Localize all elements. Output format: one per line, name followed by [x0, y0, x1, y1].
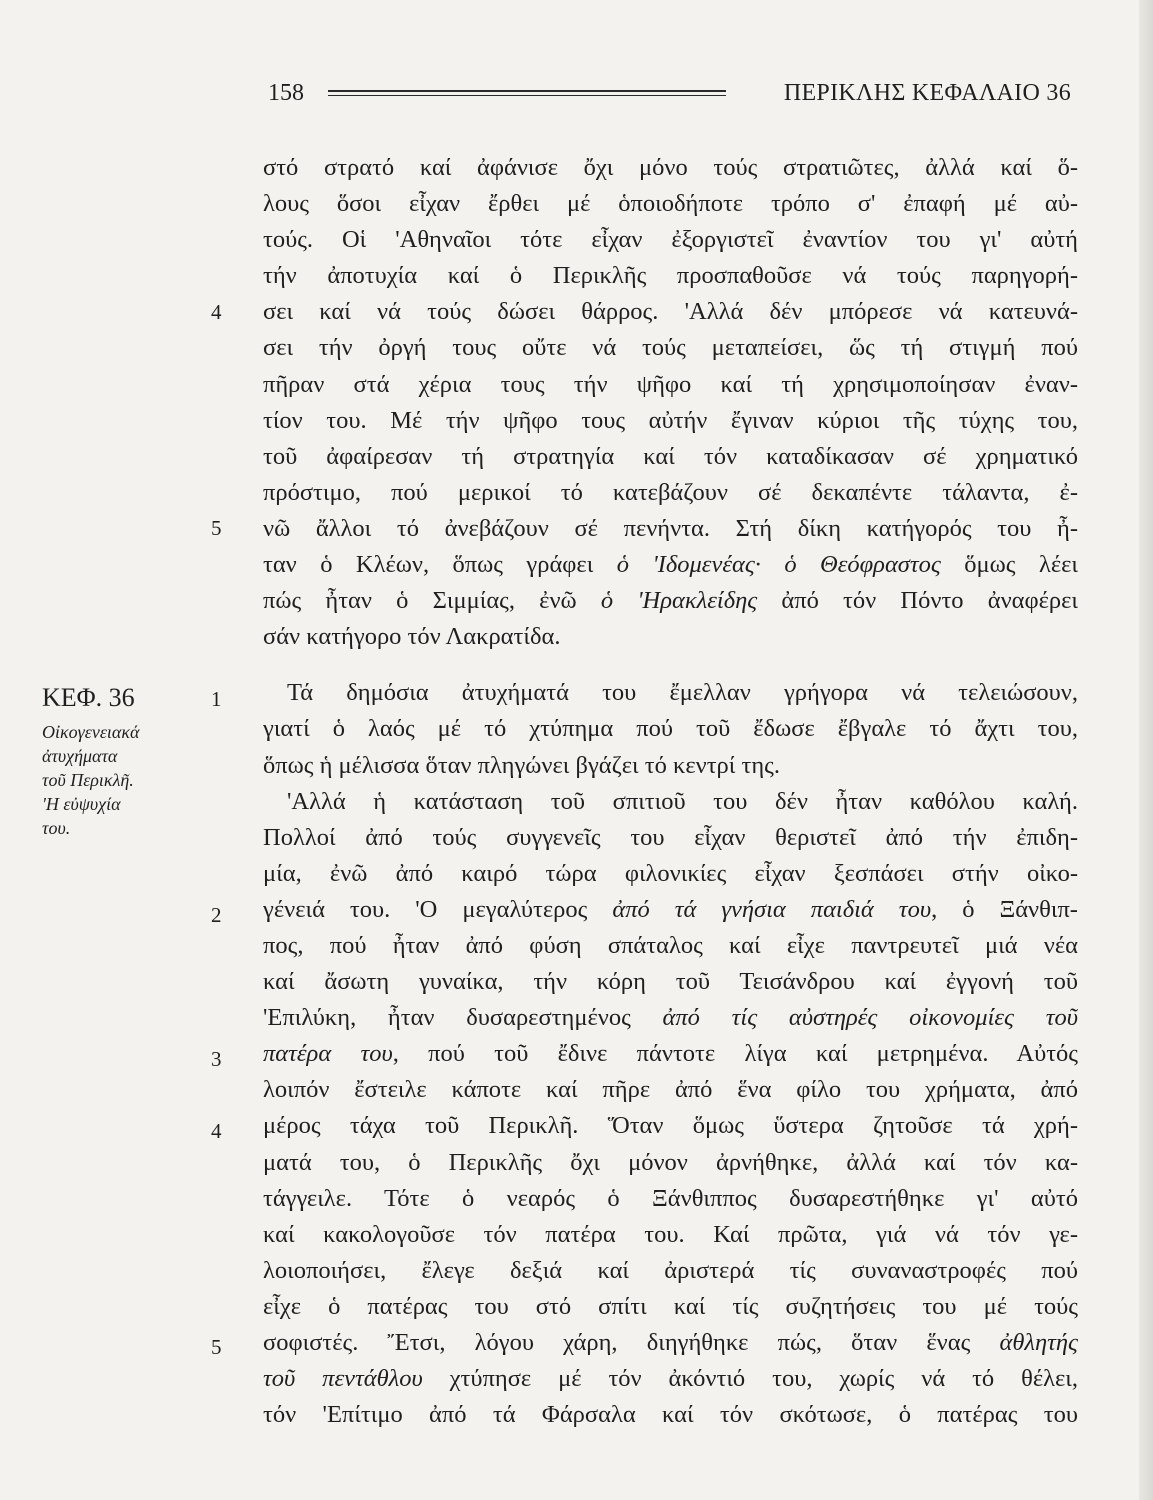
line-number: 1 [211, 687, 222, 711]
italic-citation: ὁ 'Ηρακλείδης [600, 587, 758, 615]
margin-note [42, 680, 192, 840]
text-line: καί κακολογοῦσε τόν πατέρα του. Καί πρῶτα, γιά νά τόν γε- [263, 1220, 1078, 1248]
text-line: σει καί νά τούς δώσει θάρρος. 'Αλλά δέν μπόρεσε νά κατευνά- [263, 298, 1078, 326]
page-number: 158 [268, 80, 304, 106]
text-line: λοιπόν ἔστειλε κάποτε καί πῆρε ἀπό ἕνα φίλο του χρήματα, ἀπό [263, 1076, 1078, 1104]
line-number: 5 [211, 516, 222, 540]
line-number: 5 [211, 1335, 222, 1359]
text-line: τίον του. Μέ τήν ψῆφο τους αὐτήν ἔγιναν κύριοι τῆς τύχης του, [263, 406, 1078, 434]
text-line: στό στρατό καί ἀφάνισε ὄχι μόνο τούς στρατιῶτες, ἀλλά καί ὅ- [263, 154, 1078, 181]
text-line: σει τήν ὀργή τους οὔτε νά τούς μεταπείσει, ὥς τή στιγμή πού [263, 334, 1078, 362]
body-text [263, 150, 1078, 1433]
text-run: ὅμως λέει [940, 551, 1078, 579]
text-line: Τά δημόσια ἀτυχήματά του ἔμελλαν γρήγορα νά τελειώσουν, [287, 679, 1078, 707]
text-line: τήν ἀποτυχία καί ὁ Περικλῆς προσπαθοῦσε νά τούς παρηγορή- [263, 262, 1078, 290]
text-line: Πολλοί ἀπό τούς συγγενεῖς του εἶχαν θεριστεῖ ἀπό τήν ἐπιδη- [263, 823, 1078, 851]
text-line: μία, ἐνῶ ἀπό καιρό τώρα φιλονικίες εἶχαν ξεσπάσει στήν οἰκο- [263, 859, 1078, 887]
text-line [263, 1000, 1078, 1036]
running-title: ΠΕΡΙΚΛΗΣ ΚΕΦΑΛΑΙΟ 36 [783, 80, 1071, 106]
text-line: πρόστιμο, πού μερικοί τό κατεβάζουν σέ δεκαπέντε τάλαντα, ἐ- [263, 478, 1078, 506]
italic-phrase: ἀπό τίς αὐστηρές οἰκονομίες τοῦ [662, 1004, 1078, 1032]
text-line [263, 583, 1078, 619]
text-line: καί ἄσωτη γυναίκα, τήν κόρη τοῦ Τεισάνδρου καί ἐγγονή τοῦ [263, 968, 1078, 996]
italic-phrase: πατέρα του [263, 1040, 393, 1068]
text-line [263, 547, 1078, 583]
margin-chapter-label: ΚΕΦ. 36 [42, 683, 135, 712]
text-line [263, 1036, 1078, 1072]
text-run: χτύπησε μέ τόν ἀκόντιό του, χωρίς νά τό θέλει, [422, 1365, 1078, 1393]
text-line: τούς. Οἱ 'Αθηναῖοι τότε εἶχαν ἐξοργιστεῖ ἐναντίον του γι' αὐτή [263, 226, 1078, 254]
text-line [263, 892, 1078, 928]
text-line: πῆραν στά χέρια τους τήν ψῆφο καί τή χρησιμοποίησαν ἐναν- [263, 370, 1078, 398]
line-number: 4 [211, 1119, 222, 1143]
text-line [263, 1361, 1078, 1397]
text-run: σοφιστές. Ἔτσι, λόγου χάρη, διηγήθηκε πώς, ὅταν ἕνας [263, 1329, 1000, 1356]
text-line: σάν κατήγορο τόν Λακρατίδα. [263, 623, 561, 651]
text-line: εἶχε ὁ πατέρας του στό σπίτι καί τίς συζητήσεις του μέ τούς [263, 1292, 1078, 1320]
text-run: 'Επιλύκη, ἦταν δυσαρεστημένος [263, 1004, 663, 1032]
margin-summary: Οἰκογενειακά ἀτυχήματα τοῦ Περικλῆ. 'Η εὐψυχία του. [42, 722, 140, 838]
text-line: τόν 'Επίτιμο ἀπό τά Φάρσαλα καί τόν σκότωσε, ὁ πατέρας του [263, 1401, 1078, 1429]
page-edge-shadow [1139, 0, 1153, 1500]
italic-phrase: τοῦ πεντάθλου [263, 1365, 423, 1393]
text-line: νῶ ἄλλοι τό ἀνεβάζουν σέ πενήντα. Στή δίκη κατήγορός του ἦ- [263, 514, 1078, 542]
text-run: , ὁ Ξάνθιπ- [931, 895, 1078, 923]
text-line [263, 1325, 1078, 1361]
text-line: ματά του, ὁ Περικλῆς ὄχι μόνον ἀρνήθηκε, ἀλλά καί τόν κα- [263, 1148, 1078, 1176]
text-line: πος, πού ἦταν ἀπό φύση σπάταλος καί εἶχε παντρευτεῖ μιά νέα [263, 931, 1078, 959]
text-line: γιατί ὁ λαός μέ τό χτύπημα πού τοῦ ἔδωσε ἔβγαλε τό ἄχτι του, [263, 715, 1078, 743]
text-run: γένειά του. 'Ο μεγαλύτερος [263, 895, 613, 923]
text-run: πώς ἦταν ὁ Σιμμίας, ἐνῶ [263, 587, 601, 615]
text-line: μέρος τάχα τοῦ Περικλῆ. Ὅταν ὅμως ὕστερα ζητοῦσε τά χρή- [263, 1112, 1078, 1140]
text-line: λοιοποιήσει, ἔλεγε δεξιά καί ἀριστερά τίς συναναστροφές πού [263, 1256, 1078, 1284]
text-run: ἀπό τόν Πόντο ἀναφέρει [757, 587, 1078, 615]
text-run: , πού τοῦ ἔδινε πάντοτε λίγα καί μετρημένα. Αὐτός [392, 1040, 1078, 1068]
text-line: 'Αλλά ἡ κατάσταση τοῦ σπιτιοῦ του δέν ἦταν καθόλου καλή. [287, 787, 1078, 815]
paragraph-gap [263, 655, 1078, 675]
header-rule [328, 90, 726, 96]
running-header [268, 80, 1071, 114]
text-line: τάγγειλε. Τότε ὁ νεαρός ὁ Ξάνθιππος δυσαρεστήθηκε γι' αὐτό [263, 1184, 1078, 1212]
text-run: ταν ὁ Κλέων, ὅπως γράφει [263, 551, 617, 579]
line-number: 2 [211, 903, 222, 927]
italic-phrase: ἀπό τά γνήσια παιδιά του [612, 895, 932, 923]
line-number: 3 [211, 1047, 222, 1071]
text-line: τοῦ ἀφαίρεσαν τή στρατηγία καί τόν καταδίκασαν σέ χρηματικό [263, 442, 1078, 470]
text-line: ὅπως ἡ μέλισσα ὅταν πληγώνει βγάζει τό κεντρί της. [263, 751, 780, 779]
italic-citation: ὁ 'Ιδομενέας· ὁ Θεόφραστος [616, 551, 941, 579]
line-number: 4 [211, 300, 222, 324]
italic-phrase: ἀθλητής [999, 1329, 1078, 1356]
text-line: λους ὅσοι εἶχαν ἔρθει μέ ὁποιοδήποτε τρόπο σ' ἐπαφή μέ αὐ- [263, 190, 1078, 218]
